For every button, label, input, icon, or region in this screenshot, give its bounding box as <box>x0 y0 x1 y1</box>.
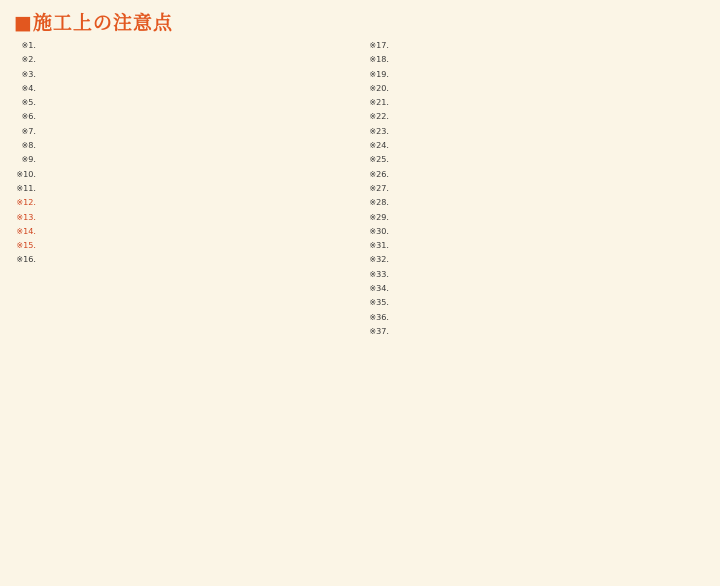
note-text <box>39 212 353 223</box>
note-text <box>392 283 706 294</box>
note-text <box>392 312 706 323</box>
note-text <box>392 254 706 265</box>
note-item <box>14 169 353 180</box>
note-text <box>39 240 353 251</box>
note-text <box>392 240 706 251</box>
note-text <box>392 40 706 51</box>
note-number: ※24. <box>369 140 389 151</box>
note-number: ※27. <box>369 182 389 193</box>
note-text <box>392 54 706 65</box>
note-number: ※34. <box>369 283 389 294</box>
note-text <box>39 83 353 94</box>
note-text <box>392 169 706 180</box>
note-item <box>367 54 706 65</box>
note-number: ※28. <box>369 197 389 208</box>
note-item <box>367 269 706 280</box>
note-number: ※11. <box>16 182 36 193</box>
note-number: ※13. <box>16 211 36 222</box>
note-number: ※21. <box>369 97 389 108</box>
note-item <box>14 126 353 137</box>
note-item <box>367 169 706 180</box>
note-text <box>39 40 353 51</box>
note-item <box>14 40 353 51</box>
note-item <box>14 197 353 208</box>
note-text <box>392 183 706 194</box>
note-number: ※32. <box>369 254 389 265</box>
note-number: ※22. <box>369 111 389 122</box>
note-number: ※36. <box>369 311 389 322</box>
note-text <box>392 111 706 122</box>
note-number: ※19. <box>369 68 389 79</box>
note-number: ※35. <box>369 297 389 308</box>
note-item <box>14 54 353 65</box>
note-item <box>14 69 353 80</box>
note-item <box>367 69 706 80</box>
note-number: ※23. <box>369 125 389 136</box>
note-item <box>367 197 706 208</box>
notes-column-right <box>367 40 706 580</box>
note-number: ※4. <box>21 82 36 93</box>
notes-column-left <box>14 40 353 580</box>
note-text <box>39 111 353 122</box>
note-item <box>367 154 706 165</box>
note-number: ※1. <box>21 40 36 50</box>
note-number: ※29. <box>369 211 389 222</box>
note-item <box>14 154 353 165</box>
note-item <box>14 212 353 223</box>
note-text <box>39 54 353 65</box>
note-item <box>367 240 706 251</box>
note-text <box>392 269 706 280</box>
note-text <box>392 326 706 337</box>
note-text <box>392 140 706 151</box>
note-item <box>367 283 706 294</box>
note-number: ※10. <box>16 168 36 179</box>
note-text <box>39 197 353 208</box>
note-item <box>367 97 706 108</box>
note-text <box>392 126 706 137</box>
note-item <box>367 40 706 51</box>
note-number: ※15. <box>16 240 36 251</box>
note-item <box>14 111 353 122</box>
note-number: ※8. <box>21 140 36 151</box>
note-number: ※33. <box>369 268 389 279</box>
note-text <box>392 97 706 108</box>
page-title: ■施工上の注意点 <box>14 12 173 34</box>
notes-columns <box>14 40 706 580</box>
note-number: ※30. <box>369 225 389 236</box>
note-item <box>367 297 706 308</box>
note-number: ※18. <box>369 54 389 65</box>
note-text <box>39 154 353 165</box>
note-item <box>14 240 353 251</box>
note-text <box>392 297 706 308</box>
note-number: ※12. <box>16 197 36 208</box>
note-number: ※2. <box>21 54 36 65</box>
note-number: ※31. <box>369 240 389 251</box>
note-item <box>367 140 706 151</box>
note-number: ※20. <box>369 82 389 93</box>
note-item <box>367 254 706 265</box>
note-item <box>14 97 353 108</box>
note-item <box>367 126 706 137</box>
note-text <box>39 126 353 137</box>
note-item <box>14 254 353 265</box>
note-text <box>39 69 353 80</box>
note-text <box>392 226 706 237</box>
note-text <box>392 212 706 223</box>
note-number: ※14. <box>16 225 36 236</box>
note-number: ※37. <box>369 325 389 336</box>
note-number: ※9. <box>21 154 36 165</box>
note-number: ※16. <box>16 254 36 265</box>
note-item <box>367 183 706 194</box>
note-number: ※25. <box>369 154 389 165</box>
note-number: ※5. <box>21 97 36 108</box>
note-item <box>367 83 706 94</box>
note-item <box>367 212 706 223</box>
note-text <box>39 183 353 194</box>
note-text <box>39 169 353 180</box>
note-text <box>392 69 706 80</box>
note-number: ※7. <box>21 125 36 136</box>
note-text <box>39 254 353 265</box>
note-text <box>39 226 353 237</box>
note-item <box>367 312 706 323</box>
note-text <box>392 154 706 165</box>
note-item <box>367 111 706 122</box>
note-item <box>367 326 706 337</box>
note-text <box>39 97 353 108</box>
note-text <box>392 197 706 208</box>
note-number: ※3. <box>21 68 36 79</box>
note-item <box>14 226 353 237</box>
note-item <box>367 226 706 237</box>
note-item <box>14 83 353 94</box>
note-text <box>39 140 353 151</box>
note-text <box>392 83 706 94</box>
note-number: ※17. <box>369 40 389 50</box>
note-item <box>14 140 353 151</box>
note-number: ※26. <box>369 168 389 179</box>
note-number: ※6. <box>21 111 36 122</box>
note-item <box>14 183 353 194</box>
